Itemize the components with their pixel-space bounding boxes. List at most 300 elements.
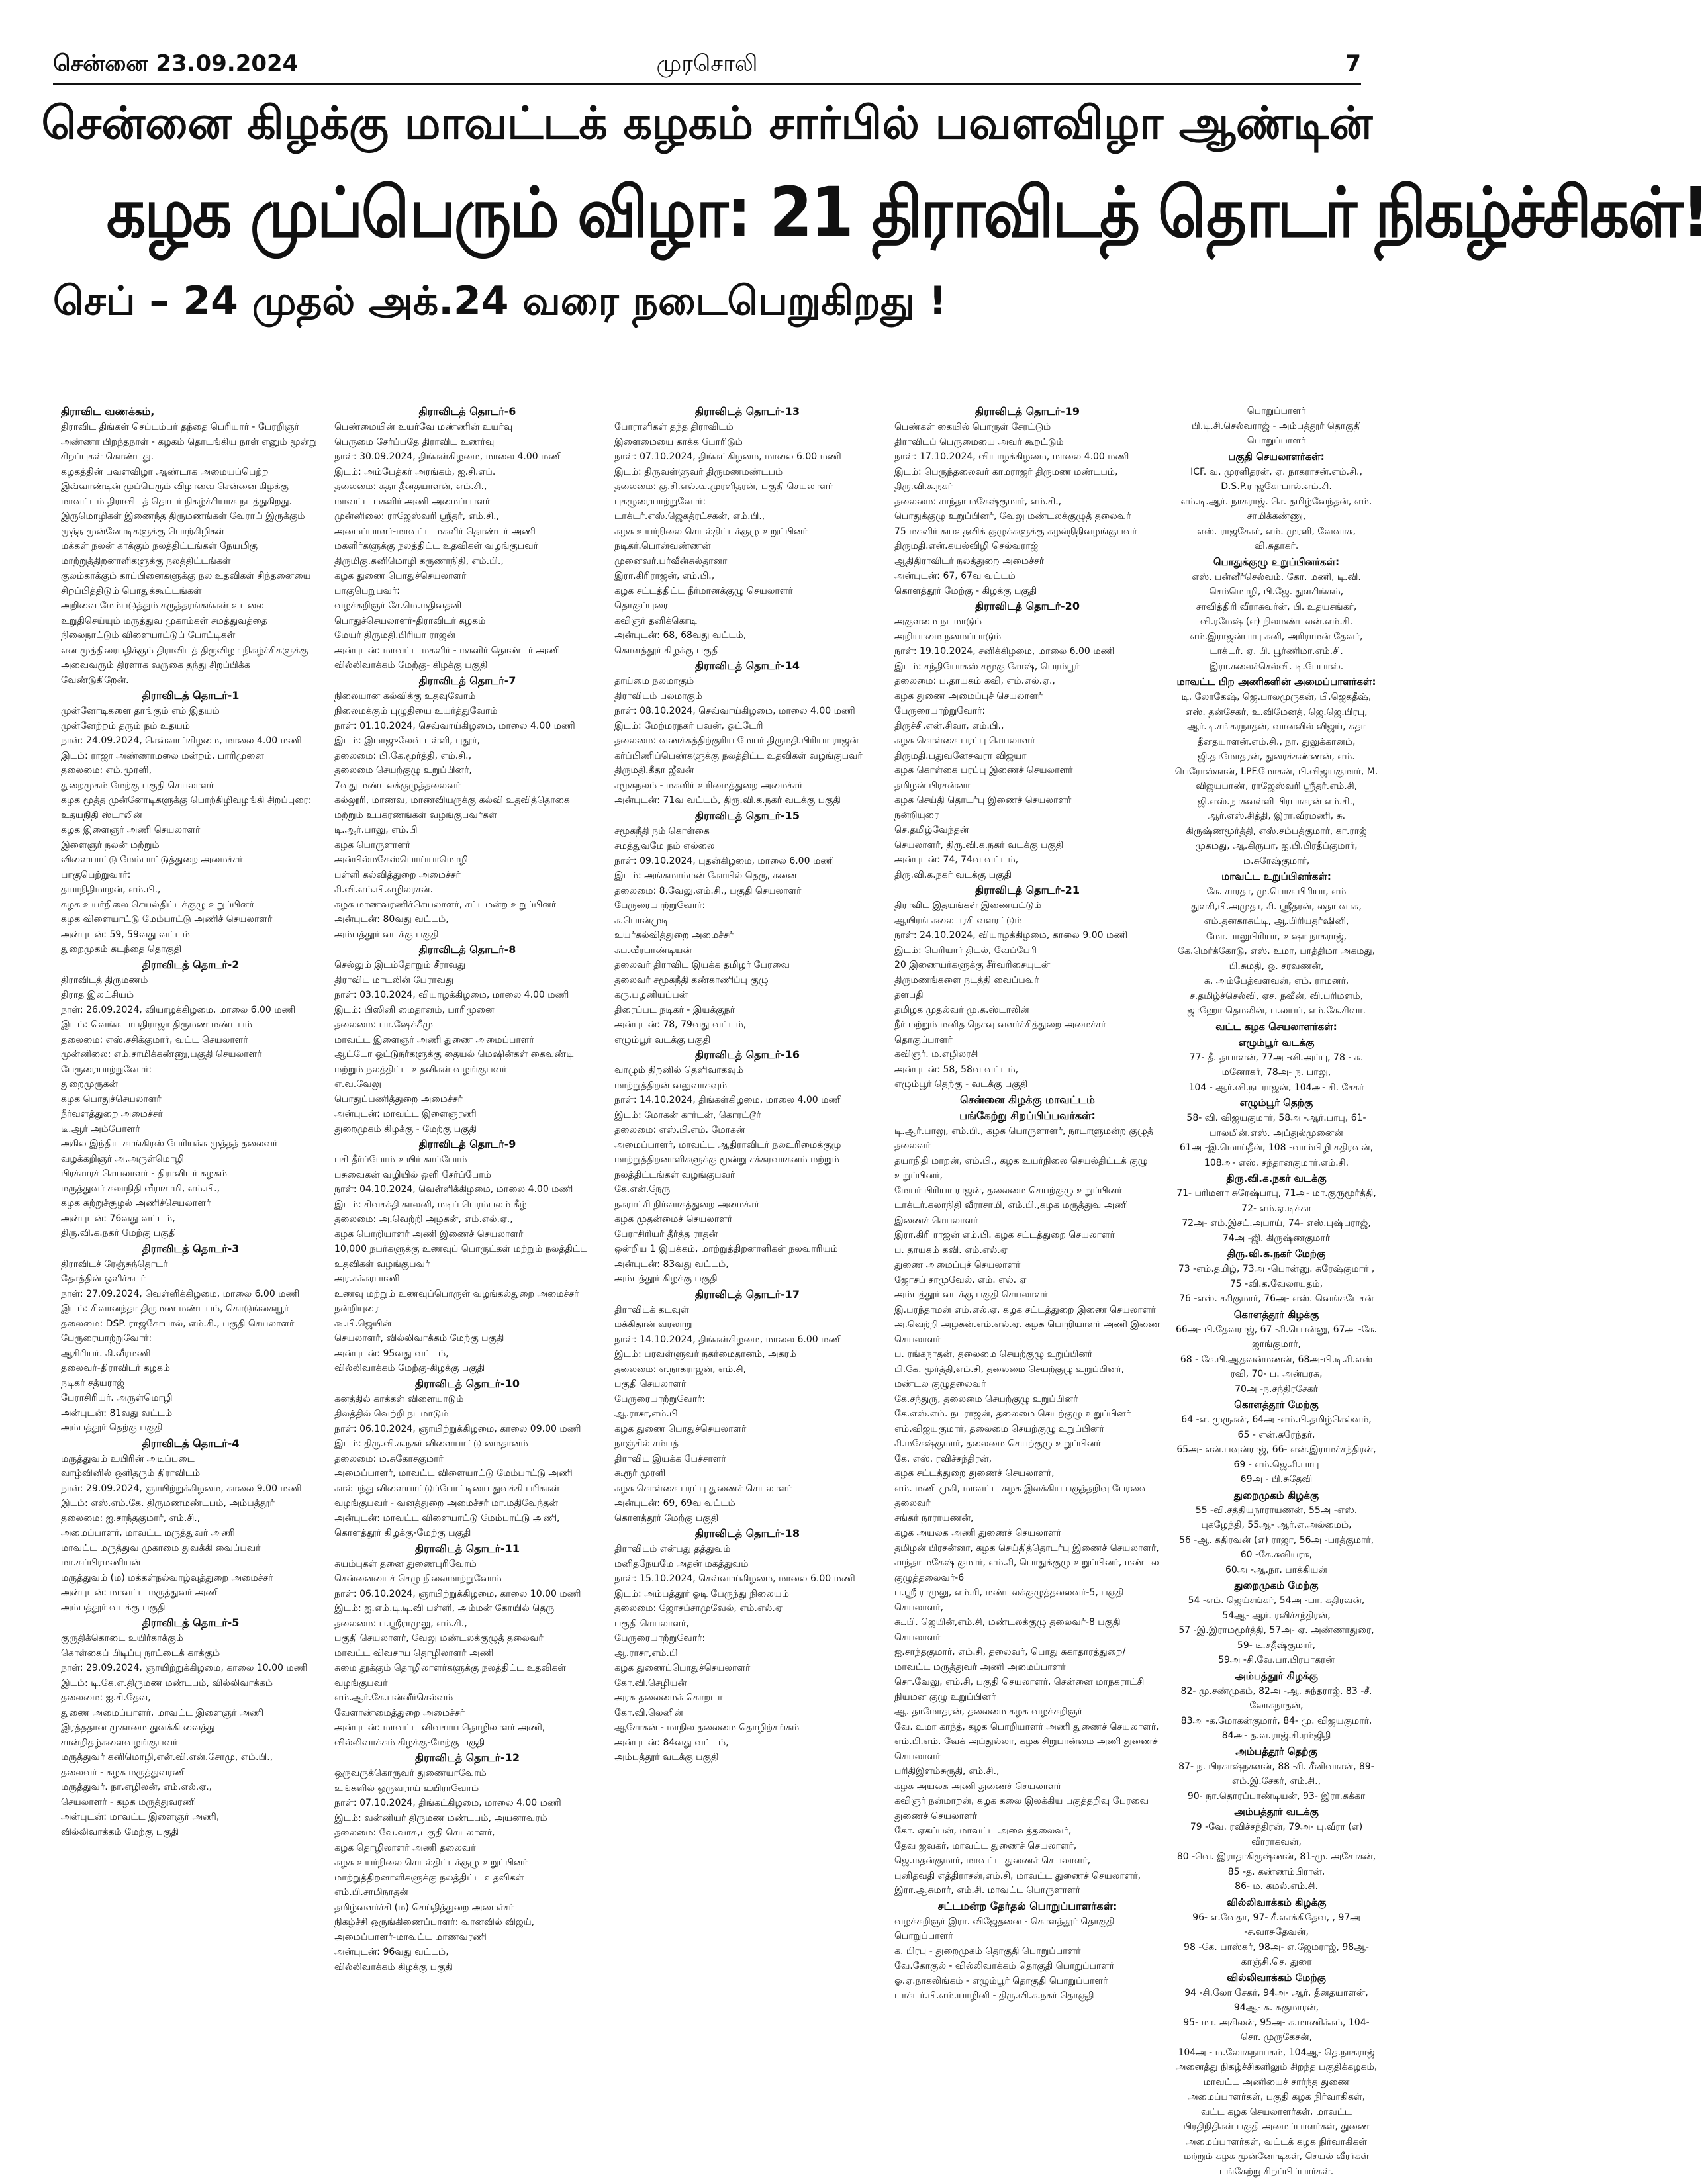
column-paragraph: நாள்: 24.10.2024, வியாழக்கிழமை, காலை 9.00 மணி bbox=[894, 930, 1128, 941]
column-paragraph: நிகழ்ச்சி ஒருங்கிணைப்பாளர்: வானவில் விஜய், bbox=[334, 1917, 535, 1927]
column-paragraph: நாள்: 14.10.2024, திங்கள்கிழமை, மாலை 6.00 மணி bbox=[614, 1334, 843, 1345]
column-paragraph: அன்புடன்: 69, 69வ வட்டம் bbox=[614, 1498, 735, 1508]
column-paragraph: எம்.பி.எம். வேக் அப்துல்லா, கழக சிறுபான்மை அணி துணைச் செயலாளர் bbox=[894, 1736, 1158, 1762]
column-paragraph: சி.மகேஷ்குமார், தலைமை செயற்குழு உறுப்பினர் bbox=[894, 1438, 1101, 1449]
section-heading: கொளத்தூர் கிழக்கு bbox=[1233, 1308, 1319, 1321]
column-paragraph: அறியாமை நமைப்பாடும் bbox=[894, 631, 1002, 642]
column-paragraph: அமைப்பாளர், மாவட்ட விளையாட்டு மேம்பாட்டு அணி bbox=[334, 1468, 573, 1479]
column-paragraph: 72அ- எம்.இசட்.அபாய், 74- எஸ்.புஷ்பராஜ், 74அ -ஜி. கிருஷ்ணகுமார் bbox=[1182, 1218, 1371, 1244]
column-paragraph: தமிழன் பிரசன்னா, கழக செய்தித்தொடர்பு இணைச் செயலாளர், bbox=[894, 1542, 1159, 1554]
column-paragraph: திருமதி.கீதா ஜீவன் bbox=[614, 765, 694, 776]
column-paragraph: 80 -வெ. இராதாகிருஷ்ணன், 81-மு. அசோகன், 85 -த. கண்ணம்பிரான், bbox=[1176, 1851, 1376, 1877]
column-paragraph: 56 -ஆ. கதிரவன் (எ) ராஜா, 56அ -பரத்குமார், 60 -கே.சுவியரசு, bbox=[1178, 1534, 1374, 1560]
column-paragraph: கழக மூத்த முன்னோடிகளுக்கு பொற்கிழிவழங்கி சிறப்புரை: bbox=[61, 795, 312, 806]
column-paragraph: குலம்காக்கும் காப்பினைகளுக்கு நல உதவிகள் சிந்தனையை சிறப்பித்திடும் பொதுக்கூட்டங்கள் bbox=[61, 571, 311, 596]
column-paragraph: கொளத்தூர் மேற்கு - கிழக்கு பகுதி bbox=[894, 585, 1037, 596]
column-paragraph: தலைமை: DSP. ராஜகோபால், எம்.சி., பகுதி செயலாளர் bbox=[61, 1318, 295, 1329]
column-paragraph: 77- தீ. தயாளன், 77அ -வி.அப்பு, 78 - சு. மனோகர், 78அ- ந. பாலு, bbox=[1189, 1052, 1364, 1078]
column-paragraph: பெண்கள் கையில் பொருள் சேரட்டும் bbox=[894, 422, 1051, 432]
column-paragraph: 83அ -க.மோகன்குமார், 84- மு. விஜயகுமார், 84அ- த.வ.ராஜ்.சி.ரம்ஜிதி bbox=[1180, 1715, 1372, 1741]
column-paragraph: அன்புடன்: 95வது வட்டம், bbox=[334, 1348, 449, 1359]
column-paragraph: இடம்: ராஜா அண்ணாமலை மன்றம், பாரிமுனை bbox=[61, 750, 264, 761]
article-columns bbox=[61, 404, 1378, 2177]
column-paragraph: அம்பத்தூர் கிழக்கு பகுதி bbox=[614, 1274, 718, 1284]
column-paragraph: சங்கர் நாராயணன், bbox=[894, 1512, 974, 1524]
column-paragraph: அன்புடன்: மாவட்ட இளைஞரணி bbox=[334, 1109, 477, 1119]
column-paragraph: அன்புடன்: 76வது வட்டம், bbox=[61, 1213, 175, 1224]
column-paragraph: துணை அமைப்பாளர், மாவட்ட இளைஞர் அணி bbox=[61, 1707, 264, 1718]
section-heading: திராவிடத் தொடர்-20 bbox=[975, 600, 1080, 612]
column-paragraph: துறைமுகம் மேற்கு பகுதி செயலாளர் bbox=[61, 780, 214, 791]
column-paragraph: மாவட்ட மருத்துவ முகாமை துவக்கி வைப்பவர் bbox=[61, 1542, 261, 1554]
column-paragraph: முன்னிலை: ராஜேஸ்வரி ஸ்ரீதர், எம்.சி., bbox=[334, 511, 500, 522]
column-paragraph: தலைமை: பா.ஷேக்கீமு bbox=[334, 1019, 433, 1030]
column-paragraph: நடிகர் சத்யராஜ் bbox=[61, 1377, 124, 1389]
column-paragraph: வில்லிவாக்கம் மேற்கு- கிழக்கு பகுதி bbox=[334, 660, 488, 671]
column-paragraph: 87- ந. பிரகாஷ்நகளன், 88 -சி. சீனிவாசன், 89- எம்.இ.சேகர், எம்.சி., bbox=[1178, 1761, 1374, 1787]
column-paragraph: பி.கே. மூர்த்தி,எம்.சி, தலைமை செயற்குழு உறுப்பினர், bbox=[894, 1364, 1125, 1375]
section-heading: திராவிடத் தொடர்-15 bbox=[695, 809, 800, 822]
column-paragraph: நன்றியுரை bbox=[894, 810, 939, 821]
column-paragraph: மேயர் திருமதி.பிரியா ராஜன் bbox=[334, 630, 456, 641]
column-paragraph: இ.பரந்தாமன் எம்.எல்.ஏ. கழக சட்டத்துறை இணை செயலாளர் bbox=[894, 1304, 1156, 1315]
column-paragraph: வழக்கறிஞர் சே.மெ.மதிவதனி bbox=[334, 600, 462, 611]
column-paragraph: அன்புடன்: 81வது வட்டம் bbox=[61, 1407, 173, 1418]
column-paragraph: டி. லோகேஷ், ஜெ.பாலமுருகன், பி.ஜெகதீஷ், எஸ். தன்சேகர், உ.விமேனத், ஜெ.ஜெ.பிரபு, ஆர்.டி.சங்கரநாதன், வானவில் விஜய், சுதா தீனதயாளன்.எம்.சி., நா. துலுக்கானம், ஜி.தாமோதரன், துரைக்கண்ணன், எம். பெரோஸ்கான், LPF.மோகன், பி.விஜயகுமார், M. விஜயபாண், ராஜேஸ்வரி ஸ்ரீதர்.எம்.சி, ஜி.எஸ்.நாகவள்ளி பிரபாகரன் எம்.சி., ஆர்.எஸ்.சித்தி, இரா.வீரமணி, சு. கிருஷ்ணமூர்த்தி, எஸ்.சம்பத்குமார், கா.ராஜ் முகமது, ஆ.கிருபா, ஐ.பி.பிரதீப்குமார், ம.சுரேஷ்குமார், bbox=[1174, 692, 1378, 866]
column-paragraph: அமைப்பாளர், மாவட்ட மருத்துவர் அணி bbox=[61, 1528, 235, 1538]
column-paragraph: கே.சந்துரு, தலைமை செயற்குழு உறுப்பினர் bbox=[894, 1393, 1078, 1405]
column-paragraph: அன்பில்மகேஸ்பொய்யாமொழி bbox=[334, 855, 468, 865]
column-paragraph: 61அ -இ.மொய்தீன், 108 -வாம்பிழி கதிரவன், 108அ- எஸ். சந்தானகுமார்.எம்.சி. bbox=[1179, 1142, 1374, 1168]
column-paragraph: 86- ம. கமல்.எம்.சி. bbox=[1235, 1881, 1318, 1892]
page-number: 7 bbox=[1345, 50, 1361, 77]
column-paragraph: எம்.ஆர்.கே.பன்னீர்செல்வம் bbox=[334, 1693, 453, 1703]
section-heading: பகுதி செயலாளர்கள்: bbox=[1228, 450, 1325, 463]
column-paragraph: அனைத்து நிகழ்ச்சிகளிலும் சிறந்த பகுதிக்கழகம், மாவட்ட அணியைச் சார்ந்த துணை அமைப்பாளர்கள், பகுதி கழக நிர்வாகிகள், bbox=[1175, 2062, 1378, 2102]
column-paragraph: இடம்: பரவள்ளுவர் நகர்மைதானம், அகரம் bbox=[614, 1349, 797, 1360]
column-paragraph: வில்லிவாக்கம் மேற்கு பகுதி bbox=[61, 1826, 179, 1837]
column-paragraph: துறைமுகம் கிழக்கு - மேற்கு பகுதி bbox=[334, 1123, 477, 1135]
column-paragraph: அரசு தலைமைக் கொறடா bbox=[614, 1693, 723, 1703]
column-paragraph: தமிழ்வளர்ச்சி (ம) செய்தித்துறை அமைச்சர் bbox=[334, 1902, 514, 1913]
column-paragraph: விளையாட்டு மேம்பாட்டுத்துறை அமைச்சர் bbox=[61, 855, 243, 865]
column-paragraph: அறிவை மேம்படுத்தும் கருத்தரங்கங்கள் உடலை உறுதிசெய்யும் மருத்துவ முகாம்கள் சமத்துவத்தை நிலைநாட்டும் விளையாட்டுப் போட்டிகள் bbox=[61, 600, 267, 641]
column-paragraph: க. பிரபு - துறைமுகம் தொகுதி பொறுப்பாளர் bbox=[894, 1945, 1081, 1957]
column-paragraph: திராவிடச் ரேஞ்சுந்தொடர் bbox=[61, 1258, 168, 1270]
column-paragraph: மக்கிதான் வரலாறு bbox=[614, 1319, 692, 1330]
column-paragraph: கழக சுற்றுச்சூழல் அணிச்செயலாளர் bbox=[61, 1198, 211, 1209]
column-paragraph: உயர்கல்வித்துறை அமைச்சர் bbox=[614, 930, 734, 941]
column-paragraph: அம்பத்தூர் வடக்கு பகுதி bbox=[614, 1752, 719, 1763]
section-heading: திராவிடத் தொடர்-3 bbox=[142, 1242, 240, 1255]
column-paragraph: பகுதி செயலாளர் bbox=[614, 1379, 687, 1389]
column-paragraph: வில்லிவாக்கம் கிழக்கு-மேற்கு பகுதி bbox=[334, 1737, 485, 1748]
column-paragraph: தலைமை: எஸ்.சசிக்குமார், வட்ட செயலாளர் bbox=[61, 1034, 248, 1045]
column-paragraph: ஒன்றிய 1 இயக்கம், மாற்றுத்திறனாளிகள் நலவாரியம் bbox=[614, 1244, 838, 1254]
column-paragraph: கொளத்தூர் மேற்கு பகுதி bbox=[614, 1512, 719, 1524]
column-paragraph: சொ.வேலு, எம்.சி, பகுதி செயலாளர், சென்னை மாநகராட்சி நியமன குழு உறுப்பினர் bbox=[894, 1677, 1145, 1702]
column-paragraph: கல்லூரி, மாணவ, மாணவியருக்கு கல்வி உதவித்தொகை மற்றும் உபகரணங்கள் வழங்குபவர்கள் bbox=[334, 795, 570, 821]
column-paragraph: இடம்: அம்பேத்கர் அரங்கம், ஐ.சி.எப். bbox=[334, 466, 496, 477]
column-paragraph: அம்பத்தூர் தெற்கு பகுதி bbox=[61, 1422, 163, 1433]
column-paragraph: இடம்: அங்கமாம்மன் கோயில் தெரு, கனை bbox=[614, 870, 797, 881]
column-paragraph: தலைமை: வே.வாசு,பகுதி செயலாளர், bbox=[334, 1828, 495, 1838]
column-paragraph: பசி தீர்ப்போம் உயிர் காப்போம் bbox=[334, 1154, 467, 1165]
masthead bbox=[53, 50, 1361, 77]
column-paragraph: இரா.ஆசுமார், எம்.சி. மாவட்ட பொருளாளர் bbox=[894, 1885, 1080, 1896]
column-paragraph: முன்னிலை: எம்.சாமிக்கண்ணு,பகுதி செயலாளர் bbox=[61, 1049, 262, 1060]
main-headline: கழக முப்பெரும் விழா: 21 திராவிடத் தொடர் நிகழ்ச்சிகள்! bbox=[106, 172, 1708, 253]
column-paragraph: பொறுப்பாளர் bbox=[894, 1931, 953, 1941]
column-paragraph: கழக செய்தி தொடர்பு இணைச் செயலாளர் bbox=[894, 795, 1072, 806]
column-paragraph: தலைமை: எஸ்.பி.எம். மோகன் bbox=[614, 1125, 745, 1135]
column-paragraph: கர்ப்பிணிப்பெண்களுக்கு நலத்திட்ட உதவிகள் வழங்குபவர் bbox=[614, 750, 863, 761]
column-paragraph: அன்புடன்: 96வது வட்டம், bbox=[334, 1947, 449, 1957]
column-paragraph: தொகுப்பாளர் bbox=[894, 1034, 953, 1045]
column-paragraph: கே. சாரதா, மு.பொக பிரியா, எம் துளசி,பி.அமுதா, சி. ஸ்ரீதரன், லதா வாசு, bbox=[1191, 886, 1362, 912]
column-paragraph: நாள்: 29.09.2024, ஞாயிற்றுக்கிழமை, காலை 9.00 மணி bbox=[61, 1483, 302, 1494]
column-paragraph: பகுதி செயலாளர், bbox=[614, 1618, 689, 1629]
section-heading: மாவட்ட பிற அணிகளின் அமைப்பாளர்கள்: bbox=[1176, 676, 1376, 688]
column-paragraph: எம்.டி.ஆர். நாகராஜ். செ. தமிழ்வேந்தன், எம். சாமிக்கண்ணு, bbox=[1180, 496, 1372, 522]
column-paragraph: கொளத்தூர் கிழக்கு-மேற்கு பகுதி bbox=[334, 1528, 471, 1538]
column-paragraph: அன்புடன்: 80வது வட்டம், bbox=[334, 914, 449, 925]
column-paragraph: மாவட்ட மகளிர் அணி அமைப்பாளர் bbox=[334, 496, 491, 507]
column-paragraph: 59அ -சி.வே.பா.பிரபாகரன் bbox=[1218, 1655, 1335, 1665]
column-paragraph: கழக விளையாட்டு மேம்பாட்டு அணிச் செயலாளர் bbox=[61, 914, 273, 925]
column-paragraph: தமிழக முதல்வர் மு.க.ஸ்டாலின் bbox=[894, 1004, 1029, 1015]
section-heading: திராவிடத் தொடர்-7 bbox=[418, 674, 516, 687]
column-paragraph: தலைமை: அ.வெற்றி அழகன், எம்.எல்.ஏ., bbox=[334, 1214, 513, 1225]
column-paragraph: நன்றியுரை bbox=[334, 1303, 379, 1314]
column-paragraph: கால்பந்து விளையாட்டுப்போட்டியை துவக்கி பரிசுகள் வழங்குபவர் - வனத்துறை அமைச்சர் மா.மதிவேந்தன் bbox=[334, 1483, 560, 1508]
column-paragraph: அன்புடன்: 59, 59வது வட்டம் bbox=[61, 929, 190, 940]
column-paragraph: கழக பொதுச்செயலாளர் bbox=[61, 1093, 162, 1105]
column-paragraph: ஓ.ஏ.நாகலிங்கம் - எழும்பூர் தொகுதி பொறுப்பாளர் bbox=[894, 1975, 1108, 1986]
column-paragraph: நாள்: 08.10.2024, செவ்வாய்கிழமை, மாலை 4.00 மணி bbox=[614, 706, 855, 716]
column-paragraph: திரு.வி.க.நகர் மேற்கு பகுதி bbox=[61, 1228, 177, 1238]
column-paragraph: செ.தமிழ்வேந்தன் bbox=[894, 825, 969, 835]
column-paragraph: ப.ஸ்ரீ ராமுலு, எம்.சி, மண்டலக்குழுத்தலைவர்-5, பகுதி செயலாளர், bbox=[894, 1587, 1124, 1613]
column-paragraph: கவிஞர் நன்மாறன், கழக கலை இலக்கிய பகுத்தறிவு பேரவை துணைச் செயலாளர் bbox=[894, 1796, 1149, 1822]
section-heading: அம்பத்தூர் கிழக்கு bbox=[1235, 1669, 1318, 1682]
column-paragraph: நாள்: 26.09.2024, வியாழக்கிழமை, மாலை 6.00 மணி bbox=[61, 1004, 296, 1015]
section-heading: திரு.வி.க.நகர் வடக்கு bbox=[1226, 1172, 1327, 1184]
column-paragraph: 96- எ.வேதா, 97- சீ.எசக்கிதேவ, , 97அ -ச.வாசுதேவன், bbox=[1192, 1912, 1360, 1937]
section-heading: திராவிடத் தொடர்-9 bbox=[418, 1138, 516, 1150]
column-paragraph: கழக இளைஞர் அணி செயலாளர் bbox=[61, 825, 201, 835]
column-paragraph: கழக சட்டத்திட்ட நீர்மானக்குழு செயலாளர் bbox=[614, 585, 793, 596]
column-paragraph: 64 -எ. முருகன், 64அ -எம்.பி.தமிழ்செல்வம், 65 - என்.சுரேந்தர், bbox=[1181, 1415, 1372, 1440]
column-paragraph: தாய்மை நலமாகும் bbox=[614, 676, 694, 686]
column-paragraph: தயாநிதி மாறன், எம்.பி., கழக உயர்நிலை செயல்திட்டக் குழு உறுப்பினர், bbox=[894, 1155, 1148, 1181]
column-paragraph: அகுளமை நடமாடும் bbox=[894, 616, 982, 627]
section-heading: திராவிடத் தொடர்-21 bbox=[975, 884, 1080, 896]
section-heading: திராவிடத் தொடர்-10 bbox=[415, 1377, 520, 1390]
column-paragraph: 70அ -ந.சந்திரசேகர் bbox=[1235, 1383, 1318, 1395]
column-paragraph: தலைவர் - கழக மருத்துவரணி bbox=[61, 1767, 187, 1778]
column-5 bbox=[1174, 404, 1378, 2177]
column-paragraph: மருத்துவர் கனிமொழி,என்.வி.என்.சோமு, எம்.பி., bbox=[61, 1752, 273, 1763]
section-heading: துறைமுகம் மேற்கு bbox=[1234, 1579, 1319, 1591]
column-paragraph: அன்புடன்: 83வது வட்டம், bbox=[614, 1258, 729, 1270]
column-paragraph: நாள்: 07.10.2024, திங்கட்கிழமை, மாலை 4.00 மணி bbox=[334, 1798, 561, 1808]
column-paragraph: ஆ. தாமோதரன், தலைமை கழக வழக்கறிஞர் bbox=[894, 1706, 1082, 1717]
column-paragraph: பகுதி செயலாளர், வேலு மண்டலக்குழுத் தலைவர் bbox=[334, 1633, 544, 1644]
column-paragraph: இடம்: திரு.வி.க.நகர் விளையாட்டு மைதானம் bbox=[334, 1438, 528, 1449]
column-paragraph: கூ.பி.ஜெயின் bbox=[334, 1318, 392, 1329]
column-paragraph: நாள்: 06.10.2024, ஞாயிற்றுக்கிழமை, காலை 10.00 மணி bbox=[334, 1588, 581, 1599]
column-paragraph: பேருரையாற்றுவோர்: bbox=[614, 1393, 706, 1405]
column-paragraph: தேவ ஜவகர், மாவட்ட துணைச் செயலாளர், bbox=[894, 1840, 1077, 1851]
column-paragraph: மருத்துவர் கலாநிதி வீராசாமி, எம்.பி., bbox=[61, 1183, 220, 1194]
column-paragraph: எ.வ.வேலு bbox=[334, 1079, 381, 1090]
column-paragraph: ஆ.ராசா,எம்.பி bbox=[614, 1409, 678, 1419]
column-paragraph: பரிதிஇளம்சுருதி, எம்.சி., bbox=[894, 1766, 1000, 1777]
column-paragraph: ப. தாயகம் கவி. எம்.எல்.ஏ bbox=[894, 1244, 1008, 1256]
column-paragraph: கழக துணை அமைப்புச் செயலாளர் bbox=[894, 690, 1043, 702]
column-paragraph: மகளிர்களுக்கு நலத்திட்ட உதவிகள் வழங்குபவர் bbox=[334, 541, 538, 551]
column-paragraph: முனைவர்.பர்வீன்சுல்தானா bbox=[614, 555, 728, 567]
column-paragraph: அம்பத்தூர் வடக்கு பகுதி bbox=[334, 929, 439, 940]
column-paragraph: திரைப்பட நடிகர் - இயக்குநர் bbox=[614, 1004, 735, 1015]
column-paragraph: மனிதநேயமே அதன் மகத்துவம் bbox=[614, 1558, 749, 1569]
column-paragraph: திராவிடம் பலமாகும் bbox=[614, 690, 703, 702]
column-paragraph: கனத்தில் காக்கள் விளையாடும் bbox=[334, 1393, 464, 1405]
column-paragraph: 71- பரிமளா சுரேஷ்பாபு, 71அ- மா.குருமூர்த்தி, 72- எம்.ஏ.டிக்கா bbox=[1176, 1188, 1376, 1214]
column-paragraph: சமூகநீதி நம் கொள்கை bbox=[614, 825, 710, 837]
section-heading: மாவட்ட உறுப்பினர்கள்: bbox=[1221, 870, 1331, 882]
column-paragraph: திருமதி.பதுவனேசுவரா விஜயா bbox=[894, 750, 1027, 761]
column-paragraph: ஒருவருக்கொருவர் துணையாவோம் bbox=[334, 1768, 487, 1779]
column-paragraph: கோ.வி.செழியன் bbox=[614, 1677, 687, 1689]
column-paragraph: அமைப்பாளர், மாவட்ட ஆதிராவிடர் நலஉரிமைக்குழு bbox=[614, 1139, 841, 1150]
column-paragraph: உதயநிதி ஸ்டாலின் bbox=[61, 810, 142, 821]
column-paragraph: தேசத்தின் ஒளிச்சுடர் bbox=[61, 1274, 146, 1284]
column-paragraph: ஆசிரியர். கி.வீரமணி bbox=[61, 1348, 151, 1359]
column-paragraph: கழக கொள்கை பரப்பு துணைச் செயலாளர் bbox=[614, 1483, 792, 1494]
column-paragraph: திரு.வி.க.நகர் வடக்கு பகுதி bbox=[894, 869, 1012, 880]
column-paragraph: நடிகர்.பொன்வண்ணன் bbox=[614, 541, 711, 551]
column-paragraph: முன்னோடிகளை தாங்கும் எம் இதயம் bbox=[61, 706, 220, 716]
column-3 bbox=[614, 404, 880, 2151]
column-paragraph: கரு.பழனியப்பன் bbox=[614, 990, 688, 1000]
column-paragraph: மா.சுப்பிரமணியன் bbox=[61, 1557, 141, 1568]
column-paragraph: திராத இலட்சியம் bbox=[61, 990, 134, 1000]
column-paragraph: தலைமை: வணக்கத்திற்குரிய மேயர் திருமதி.பிரியா ராஜன் bbox=[614, 735, 859, 746]
column-paragraph: சாவித்திரி வீராசுவர்ன், பி. உதயசங்கர், வி.ரமேஷ் (எ) நிலமண்டலன்.எம்.சி. bbox=[1196, 601, 1357, 627]
column-paragraph: தலைமை: ஜோசப்சாமுவேல், எம்.எல்.ஏ bbox=[614, 1603, 783, 1614]
column-paragraph: 20 இணையர்களுக்கு சீர்வரிசையுடன் bbox=[894, 960, 1051, 970]
column-paragraph: தலைமை: ஐ.சாந்தகுமார், எம்.சி., bbox=[61, 1512, 201, 1524]
column-paragraph: எழும்பூர் தெற்கு - வடக்கு பகுதி bbox=[894, 1079, 1028, 1090]
column-paragraph: நாள்: 17.10.2024, வியாழக்கிழமை, மாலை 4.00 மணி bbox=[894, 451, 1129, 462]
column-paragraph: அன்புடன்: 74, 74வ வட்டம், bbox=[894, 855, 1019, 865]
column-paragraph: தலைமை: 8.வேலு,எம்.சி., பகுதி செயலாளர் bbox=[614, 885, 802, 896]
column-paragraph: டி.ஆர்.பாலு, எம்.பி bbox=[334, 825, 418, 835]
column-paragraph: 7வது மண்டலக்குழுத்தலைவர் bbox=[334, 780, 461, 791]
column-paragraph: திருமதி.என்.கயல்விழி செல்வராஜ் bbox=[894, 541, 1039, 551]
column-paragraph: நாள்: 04.10.2024, வெள்ளிக்கிழமை, மாலை 4.00 மணி bbox=[334, 1184, 573, 1195]
column-paragraph: திராவிடப் பெருமையை அவர் கூறட்டும் bbox=[894, 436, 1064, 447]
column-paragraph: பேருரையாற்றுவோர்: bbox=[614, 900, 706, 911]
column-paragraph: தயாநிதிமாறன், எம்.பி., bbox=[61, 884, 161, 895]
column-paragraph: 75 மகளிர் சுயஉதவிக் குழுக்களுக்கு சுழல்நிதிவழங்குபவர் bbox=[894, 526, 1137, 537]
column-paragraph: புகழுரையாற்றுவோர்: bbox=[614, 496, 706, 507]
column-paragraph: கவிஞர் தனிக்கொடி bbox=[614, 615, 697, 626]
column-paragraph: கழக பொருளாளர் bbox=[334, 839, 411, 851]
column-paragraph: நீர் மற்றும் மனித நெசவு வளர்ச்சித்துறை அமைச்சர் bbox=[894, 1019, 1106, 1030]
column-paragraph: கே. எஸ். ரவிச்சந்திரன், bbox=[894, 1453, 992, 1464]
column-paragraph: மருத்துவம் உயிரின் அடிப்படை bbox=[61, 1453, 195, 1464]
column-paragraph: 79 -வே. ரவிச்சந்திரன், 79அ- பு.வீரா (எ) வீரராகவன், bbox=[1190, 1822, 1363, 1847]
column-paragraph: எஸ். ராஜசேகர், எம். முரளி, வேவாசு, வி.சுதாகர். bbox=[1197, 526, 1356, 551]
section-heading: அம்பத்தூர் தெற்கு bbox=[1235, 1745, 1317, 1757]
column-paragraph: பெருமை சேர்ப்பதே திராவிட உணர்வு bbox=[334, 436, 495, 447]
column-paragraph: இடம்: அம்பத்தூர் ஓடி பேருந்து நிலையம் bbox=[614, 1588, 790, 1599]
column-paragraph: கழக துணைப்பொதுச்செயலாளர் bbox=[614, 1663, 751, 1673]
column-paragraph: பொதுப்பணித்துறை அமைச்சர் bbox=[334, 1093, 463, 1105]
column-paragraph: இடம்: சந்தியோகஸ் சமூகு சோஷ், பெரம்பூர் bbox=[894, 661, 1080, 672]
section-heading: திராவிடத் தொடர்-16 bbox=[695, 1048, 800, 1061]
section-heading: திராவிடத் தொடர்-6 bbox=[418, 405, 516, 418]
column-paragraph: 104 - ஆர்.வி.நடராஜன், 104அ- சி. சேகர் bbox=[1188, 1082, 1364, 1093]
section-heading: சென்னை கிழக்கு மாவட்டம் bbox=[960, 1093, 1095, 1106]
column-paragraph: மருத்துவம் (ம) மக்கள்நல்வாழ்வுத்துறை அமைச்சர் bbox=[61, 1572, 273, 1583]
column-paragraph: வேளாண்மைத்துறை அமைச்சர் bbox=[334, 1707, 465, 1718]
column-paragraph: கூரூர் முரளி bbox=[614, 1468, 666, 1479]
column-paragraph: 66அ- பி.தேவராஜ், 67 -சி.பொன்னு, 67அ -கே. ஜாங்குமார், bbox=[1176, 1324, 1377, 1350]
column-paragraph: இடம்: பெருந்தலைவர் காமராஜர் திருமண மண்டபம், திரு.வி.க.நகர் bbox=[894, 466, 1118, 492]
section-heading: திராவிடத் தொடர்-1 bbox=[142, 689, 240, 702]
column-paragraph: ஆயிரங் கலையரசி வளரட்டும் bbox=[894, 915, 1022, 926]
section-heading: சட்டமன்ற தேர்தல் பொறுப்பாளர்கள்: bbox=[937, 1899, 1117, 1912]
column-paragraph: எம்.விஜயகுமார், தலைமை செயற்குழு உறுப்பினர் bbox=[894, 1423, 1104, 1434]
column-paragraph: எம்.பி.சாமிநாதன் bbox=[334, 1887, 408, 1898]
column-paragraph: அன்புடன்: மாவட்ட இளைஞர் அணி, bbox=[61, 1812, 220, 1822]
column-paragraph: கோ.வி.லெனின் bbox=[614, 1707, 683, 1718]
column-paragraph: ICF. வ. முரளிதரன், ஏ. நாகராசன்.எம்.சி., bbox=[1190, 466, 1362, 477]
column-paragraph: அமைப்பாளர்-மாவட்ட மாணவரணி bbox=[334, 1931, 487, 1943]
column-paragraph: நாள்: 07.10.2024, திங்கட்கிழமை, மாலை 6.00 மணி bbox=[614, 451, 841, 462]
column-paragraph: தலைமை செயற்குழு உறுப்பினர், bbox=[334, 765, 472, 776]
column-paragraph: திருச்சி.என்.சிவா, எம்.பி., bbox=[894, 720, 1004, 731]
column-paragraph: எம்.தனகாசுட்டி, ஆ.பிரியதர்ஷினி, மோ.பாலுபிரியா, உஷா நாகராஜ், கே.மெர்க்கோடு, எஸ். உமா, பாத்திமா அகமது, பி.சுமதி, ஓ. சரவணன், bbox=[1177, 916, 1376, 972]
column-paragraph: செல்லும் இடம்தோறும் சீராவது bbox=[334, 960, 466, 970]
column-paragraph: 10,000 நபர்களுக்கு உணவுப் பொருட்கள் மற்றும் நலத்திட்ட உதவிகள் வழங்குபவர் bbox=[334, 1244, 588, 1270]
column-paragraph: 73 -எம்.தமிழ், 73அ -பொன்னு. சுரேஷ்குமார் , 75 -வி.க.வேலாயுதம், bbox=[1178, 1264, 1375, 1289]
column-paragraph: பேராசிரியர் தீர்த்த ராதன் bbox=[614, 1229, 718, 1240]
column-paragraph: சாந்தா மகேஷ் குமார், எம்.சி, பொதுக்குழு உறுப்பினர், மண்டல குழுத்தலைவர்-6 bbox=[894, 1557, 1159, 1583]
column-1 bbox=[61, 404, 320, 2151]
column-paragraph: அர.சக்கரபாணி bbox=[334, 1274, 400, 1284]
column-paragraph: நாள்: 27.09.2024, வெள்ளிக்கிழமை, மாலை 6.00 மணி bbox=[61, 1288, 300, 1299]
column-paragraph: 76 -எஸ். சசிகுமார், 76அ- எஸ். வெங்கடேசன் bbox=[1179, 1293, 1374, 1304]
column-paragraph: இடம்: சிவானந்தா திருமண மண்டபம், கொடுங்கையூர் bbox=[61, 1303, 289, 1314]
section-heading: திரு.வி.க.நகர் மேற்கு bbox=[1227, 1248, 1326, 1260]
column-paragraph: திராவிட திங்கள் செப்டம்பர் தந்தை பெரியார் - பேரறிஞர் அண்ணா பிறந்தநாள் - கழகம் தொடங்கிய நாள் எனும் மூன்று சிறப்புகள் கொண்டது. bbox=[61, 422, 317, 462]
column-paragraph: அன்புடன்: 58, 58வ வட்டம், bbox=[894, 1064, 1019, 1075]
column-paragraph: கழக பொறியாளர் அணி இணைச் செயலாளர் bbox=[334, 1229, 524, 1240]
column-paragraph: கூ.பி. ஜெயின்,எம்.சி, மண்டலக்குழு தலைவர்-8 பகுதி செயலாளர் bbox=[894, 1617, 1121, 1643]
column-paragraph: தலைமை: ம.சுகோசகுமார் bbox=[334, 1453, 444, 1464]
column-paragraph: தலைமை: கு.சி.எல்.வ.முரளிதரன், பகுதி செயலாளர் bbox=[614, 481, 833, 492]
section-heading: திராவிடத் தொடர்-11 bbox=[415, 1542, 520, 1555]
column-paragraph: டீ.ஆர் அம்போளர் bbox=[61, 1123, 140, 1135]
column-paragraph: நாள்: 06.10.2024, ஞாயிற்றுக்கிழமை, காலை 09.00 மணி bbox=[334, 1423, 581, 1434]
column-paragraph: தலைமை: ஐ.சி.தேவ, bbox=[61, 1693, 151, 1703]
column-paragraph: அன்புடன்: 71வ வட்டம், திரு.வி.க.நகர் வடக்கு பகுதி bbox=[614, 795, 841, 806]
column-paragraph: வட்ட கழக செயலாளர்கள், மாவட்ட பிரதிநிதிகள் பகுதி அமைப்பாளர்கள், துணை அமைப்பாளர்கள், வட்டக் கழக நிர்வாகிகள் மற்றும் கழக முன்னோடிகள், செயல் வீரர்கள் பங்கேற்று சிறப்பிப்பார்கள். bbox=[1183, 2106, 1370, 2177]
column-paragraph: இடம்: பெரியார் திடல், வேப்பேரி bbox=[894, 945, 1037, 956]
column-paragraph: 65அ- என்.பவுன்ராஜ், 66- என்.இராமச்சந்திரன், 69 - எம்.ஜெ.சி.பாபு bbox=[1176, 1444, 1376, 1470]
column-paragraph: வாழும் திறனில் தெளிவாகவும் bbox=[614, 1065, 744, 1076]
column-paragraph: இளைஞர் நலன் மற்றும் bbox=[61, 839, 160, 851]
column-paragraph: இரத்ததான முகாமை துவக்கி வைத்து சான்றிதழ்களைவழங்குபவர் bbox=[61, 1722, 215, 1748]
column-paragraph: துறைமுருகன் bbox=[61, 1079, 118, 1090]
column-paragraph: இடம்: பிஸினி மைதானம், பாரிமுனை bbox=[334, 1004, 495, 1015]
column-paragraph: திராவிடத் திருமணம் bbox=[61, 974, 148, 986]
column-paragraph: தலைவர்-திராவிடர் கழகம் bbox=[61, 1363, 171, 1373]
masthead-rule bbox=[53, 83, 1361, 85]
issue-date: சென்னை 23.09.2024 bbox=[53, 50, 299, 77]
column-paragraph: திராவிடக் கடவுள் bbox=[614, 1304, 689, 1315]
column-paragraph: இடம்: வன்னியர் திருமண மண்டபம், அயனாவரம் bbox=[334, 1812, 547, 1824]
column-paragraph: சுமை தூக்கும் தொழிலாளர்களுக்கு நலத்திட்ட உதவிகள் வழங்குபவர் bbox=[334, 1663, 566, 1689]
column-paragraph: சமத்துவமே நம் எல்லை bbox=[614, 841, 715, 851]
column-paragraph: பேராசிரியர். அருள்மொழி bbox=[61, 1393, 173, 1403]
column-paragraph: இரா.கிரிராஜன், எம்.பி., bbox=[614, 571, 715, 581]
column-paragraph: மாற்றுத்திறன் வலுவாகவும் bbox=[614, 1080, 728, 1091]
column-paragraph: தலைமை: ப.ஸ்ரீராமுலு, எம்.சி., bbox=[334, 1618, 467, 1629]
column-paragraph: அம்பத்தூர் வடக்கு பகுதி செயலாளர் bbox=[894, 1289, 1048, 1300]
column-paragraph: எஸ். பன்னீர்செல்வம், கோ. மணி, டி.வி. செம்மொழி, பி.ஜே. துளசிங்கம், bbox=[1192, 571, 1361, 597]
section-heading: திராவிடத் தொடர்-18 bbox=[695, 1527, 800, 1540]
section-heading: கொளத்தூர் மேற்கு bbox=[1234, 1399, 1319, 1411]
column-paragraph: நாள்: 03.10.2024, வியாழக்கிழமை, மாலை 4.00 மணி bbox=[334, 990, 569, 1000]
column-paragraph: நகராட்சி நிர்வாகத்துறை அமைச்சர் bbox=[614, 1199, 759, 1210]
column-paragraph: முன்னேற்றம் தரும் நம் உதயம் bbox=[61, 720, 191, 731]
section-heading: திராவிட வணக்கம், bbox=[61, 405, 155, 418]
column-paragraph: தலைமை: எ.நாகராஜன், எம்.சி, bbox=[614, 1364, 747, 1375]
column-paragraph: என முத்திரைபதிக்கும் திராவிடத் திருவிழா நிகழ்ச்சிகளுக்கு அவைவரும் திரளாக வருகை தந்து சிறப்பிக்க வேண்டுகிறேன். bbox=[61, 645, 308, 686]
column-paragraph: திராவிட இதயங்கள் இணையட்டும் bbox=[894, 900, 1042, 911]
section-heading: திராவிடத் தொடர்-2 bbox=[142, 958, 240, 971]
column-paragraph: சுப.வீரபாண்டியன் bbox=[614, 945, 692, 956]
column-paragraph: தலைமை: ப.தாயகம் கவி, எம்.எல்.ஏ., bbox=[894, 676, 1055, 686]
column-paragraph: நாள்: 09.10.2024, புதன்கிழமை, மாலை 6.00 மணி bbox=[614, 855, 835, 866]
column-paragraph: கழக உயர்நிலை செயல்திட்டக்குழு உறுப்பினர் bbox=[614, 526, 808, 537]
section-heading: பொதுக்குழு உறுப்பினர்கள்: bbox=[1213, 555, 1340, 568]
column-paragraph: குருதிக்கொடை உயிர்காக்கும் bbox=[61, 1633, 184, 1644]
column-paragraph: தொகுப்புரை bbox=[614, 600, 669, 611]
column-paragraph: கழக கொள்கை பரப்பு செயலாளர் bbox=[894, 735, 1035, 746]
column-paragraph: நாஞ்சில் சம்பத் bbox=[614, 1438, 679, 1449]
column-paragraph: D.S.P.ராஜகோபால்.எம்.சி. bbox=[1221, 481, 1332, 492]
column-paragraph: ஆசோகன் - மாநில தலைமை தொழிற்சங்கம் bbox=[614, 1722, 800, 1733]
column-paragraph: வழக்கறிஞர் இரா. விஜேதனை - கொளத்தூர் தொகுதி bbox=[894, 1916, 1115, 1927]
column-paragraph: செயலாளர் - கழக மருத்துவரணி bbox=[61, 1796, 197, 1808]
column-paragraph: 68 - கே.பி.ஆதவன்மணன், 68அ-பி.டி.சி.எஸ் ரவி, 70- ப. அன்பரசு, bbox=[1180, 1354, 1373, 1379]
column-paragraph: இடம்: சிவசக்தி காலனி, மடிப் பெரம்பலம் கீழ் bbox=[334, 1199, 527, 1210]
column-paragraph: மருத்துவர். நா.எழிலன், எம்.எல்.ஏ., bbox=[61, 1782, 213, 1792]
column-paragraph: அகில இந்திய காங்கிரஸ் பேரியக்க மூத்தத் தலைவர் வழக்கறிஞர் அ.அருள்மொழி bbox=[61, 1138, 278, 1164]
column-paragraph: 104அ - ம.லோகநாயகம், 104ஆ- தெ.நாகராஜ் bbox=[1178, 2047, 1375, 2058]
column-paragraph: 95- மா. அகிலன், 95அ- க.மாணிக்கம், 104- சொ. முருகேசன், bbox=[1183, 2017, 1370, 2043]
column-paragraph: சமூகநலம் - மகளிர் உரிமைத்துறை அமைச்சர் bbox=[614, 780, 803, 791]
column-paragraph: அம்பத்தூர் வடக்கு பகுதி bbox=[61, 1602, 166, 1613]
column-paragraph: பேருரையாற்றுவோர்: bbox=[61, 1064, 152, 1075]
